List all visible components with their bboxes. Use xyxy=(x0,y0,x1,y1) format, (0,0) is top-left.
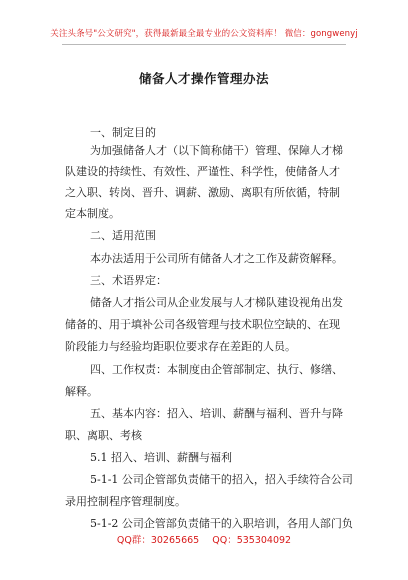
paragraph-line: 解释。 xyxy=(65,385,98,398)
subsection-heading: 5.1 招入、培训、薪酬与福利 xyxy=(90,451,232,464)
paragraph-line: 本办法适用于公司所有储备人才之工作及薪资解释。 xyxy=(90,252,343,265)
paragraph-line: 5-1-2 公司企管部负责储干的入职培训，各用人部门负 xyxy=(90,517,353,530)
paragraph-line: 5-1-1 公司企管部负责储干的招入，招入手续符合公司 xyxy=(90,473,353,486)
header-banner: 关注头条号"公文研究"，获得最新最全最专业的公文资料库！ 微信：gongwenyj xyxy=(50,29,358,39)
section-heading-terms: 三、术语界定： xyxy=(90,274,167,287)
footer-qq-group: QQ群：30265665 xyxy=(116,535,200,546)
paragraph-line: 队建设的持续性、有效性、严谨性、科学性，使储备人才 xyxy=(65,165,340,178)
section-heading-purpose: 一、制定目的 xyxy=(90,126,156,139)
section-heading-scope: 二、适用范围 xyxy=(90,229,156,242)
paragraph-line: 为加强储备人才（以下简称储干）管理、保障人才梯 xyxy=(90,144,343,157)
section-heading-responsibilities: 四、工作权责：本制度由企管部制定、执行、修缮、 xyxy=(90,363,343,376)
header-divider xyxy=(62,44,346,45)
footer-qq: QQ：535304092 xyxy=(212,535,292,546)
paragraph-line: 职、离职、考核 xyxy=(65,429,142,442)
paragraph-line: 阶段能力与经验均距职位要求存在差距的人员。 xyxy=(65,340,296,353)
document-title: 储备人才操作管理办法 xyxy=(138,71,269,86)
section-heading-content: 五、基本内容：招入、培训、薪酬与福利、晋升与降 xyxy=(90,407,343,420)
footer-contact xyxy=(0,532,408,546)
paragraph-line: 储备人才指公司从企业发展与人才梯队建设视角出发 xyxy=(90,296,343,309)
paragraph-line: 定本制度。 xyxy=(65,207,120,220)
paragraph-line: 录用控制程序管理制度。 xyxy=(65,495,186,508)
paragraph-line: 储备的、用于填补公司各级管理与技术职位空缺的、在现 xyxy=(65,318,340,331)
paragraph-line: 之入职、转岗、晋升、调薪、激励、离职有所依循，特制 xyxy=(65,186,340,199)
